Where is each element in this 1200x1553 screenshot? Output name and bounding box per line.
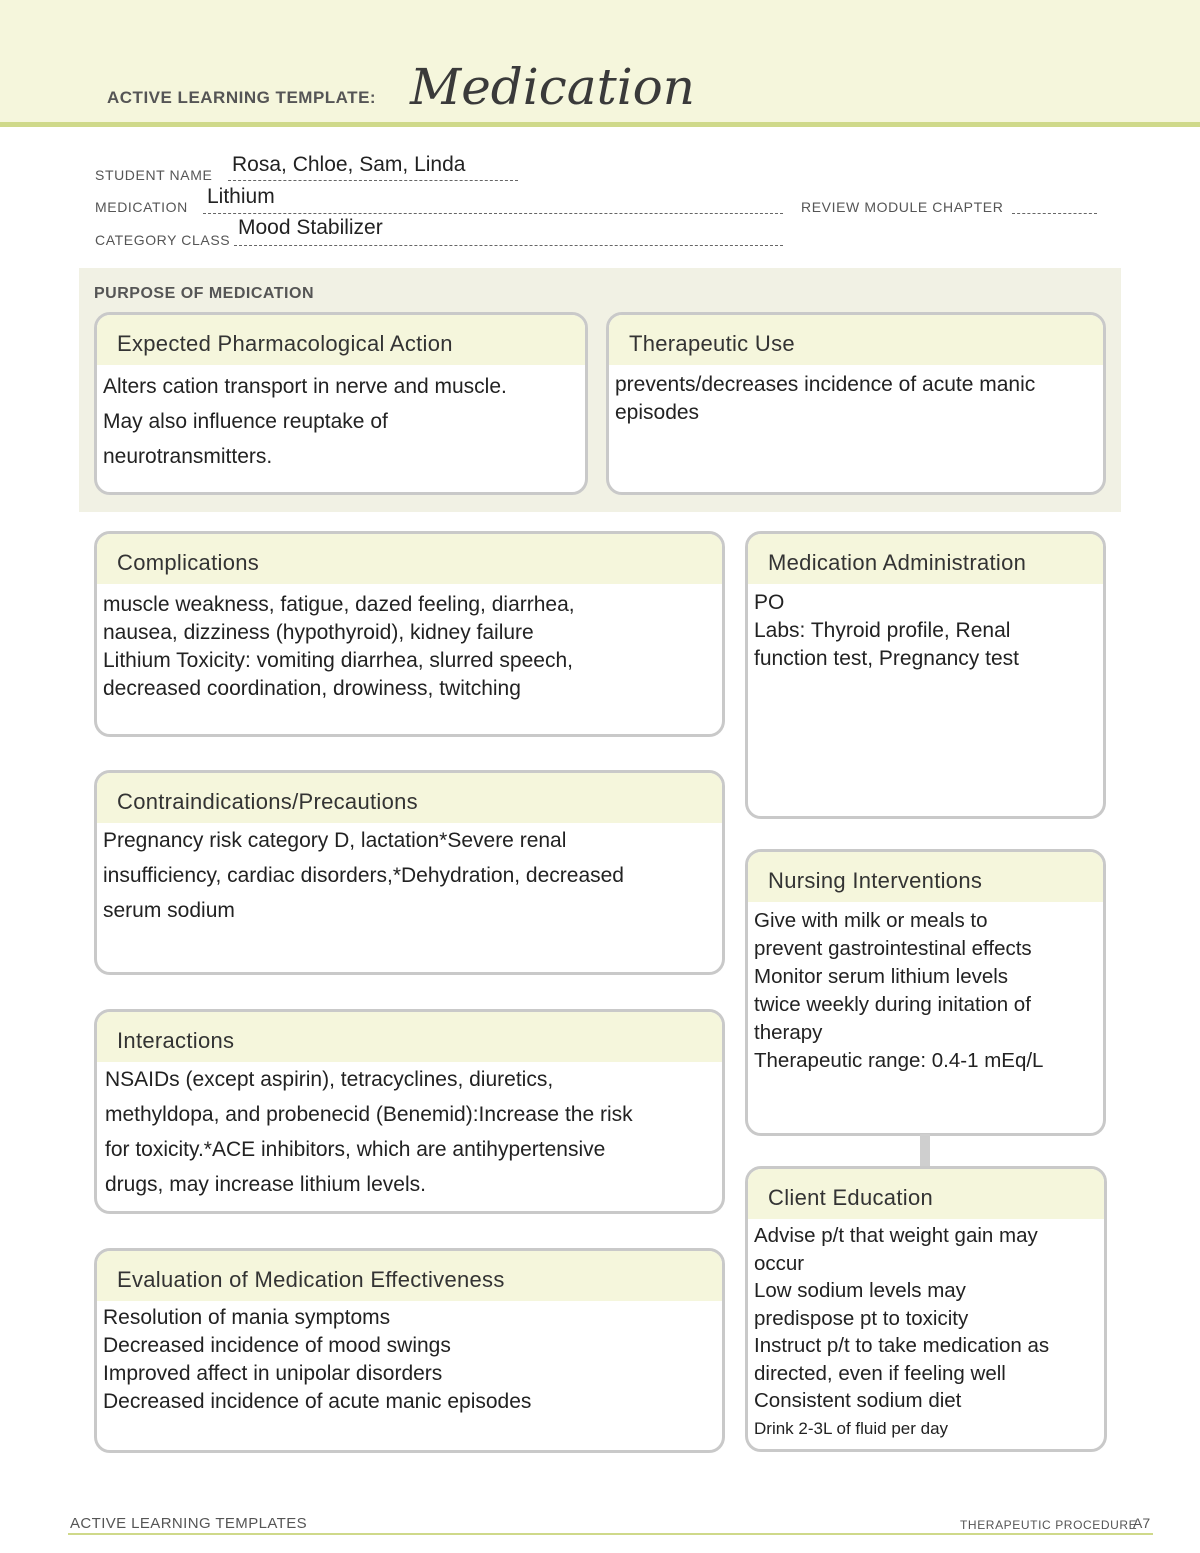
text-line: insufficiency, cardiac disorders,*Dehydration, decreased bbox=[103, 864, 624, 887]
footer-left: ACTIVE LEARNING TEMPLATES bbox=[70, 1515, 307, 1532]
complications-text[interactable] bbox=[97, 584, 722, 703]
administration-card bbox=[745, 531, 1106, 819]
text-line: function test, Pregnancy test bbox=[754, 647, 1019, 670]
text-line: prevents/decreases incidence of acute manic bbox=[615, 373, 1036, 396]
nursing-interventions-card bbox=[745, 849, 1106, 1136]
text-line: neurotransmitters. bbox=[103, 445, 273, 468]
expected-action-heading: Expected Pharmacological Action bbox=[97, 315, 585, 365]
evaluation-text[interactable] bbox=[97, 1301, 722, 1416]
nursing-interventions-text[interactable] bbox=[748, 902, 1103, 1075]
text-line: decreased coordination, drowiness, twitching bbox=[103, 677, 521, 700]
text-line: Decreased incidence of mood swings bbox=[103, 1334, 451, 1357]
text-line: directed, even if feeling well bbox=[754, 1361, 1006, 1385]
text-line: Monitor serum lithium levels bbox=[754, 965, 1009, 988]
text-line: predispose pt to toxicity bbox=[754, 1306, 969, 1330]
page-number: A7 bbox=[1133, 1515, 1151, 1531]
nursing-interventions-heading: Nursing Interventions bbox=[748, 852, 1103, 902]
interactions-text[interactable] bbox=[97, 1062, 722, 1202]
text-line: May also influence reuptake of bbox=[103, 410, 388, 433]
text-line: Consistent sodium diet bbox=[754, 1389, 962, 1412]
text-line: nausea, dizziness (hypothyroid), kidney failure bbox=[103, 621, 534, 644]
text-line: twice weekly during initation of bbox=[754, 993, 1031, 1016]
text-line: therapy bbox=[754, 1021, 823, 1044]
text-line: episodes bbox=[615, 401, 700, 424]
text-line: prevent gastrointestinal effects bbox=[754, 937, 1032, 960]
interactions-card bbox=[94, 1009, 725, 1214]
medication-label: MEDICATION bbox=[95, 199, 188, 215]
review-module-line[interactable] bbox=[1012, 213, 1097, 214]
purpose-title: PURPOSE OF MEDICATION bbox=[94, 285, 314, 302]
client-education-heading: Client Education bbox=[748, 1169, 1104, 1219]
text-line: for toxicity.*ACE inhibitors, which are antihypertensive bbox=[105, 1138, 606, 1161]
medication-line bbox=[203, 213, 783, 214]
evaluation-heading: Evaluation of Medication Effectiveness bbox=[97, 1251, 722, 1301]
therapeutic-use-text[interactable] bbox=[609, 365, 1103, 427]
text-line: Improved affect in unipolar disorders bbox=[103, 1362, 443, 1385]
text-line: Labs: Thyroid profile, Renal bbox=[754, 619, 1011, 642]
template-label: ACTIVE LEARNING TEMPLATE: bbox=[107, 88, 377, 107]
complications-heading: Complications bbox=[97, 534, 722, 584]
category-class-value[interactable]: Mood Stabilizer bbox=[238, 216, 383, 239]
text-line: drugs, may increase lithium levels. bbox=[105, 1173, 426, 1196]
therapeutic-use-heading: Therapeutic Use bbox=[609, 315, 1103, 365]
text-line: Give with milk or meals to bbox=[754, 909, 988, 932]
text-line: Resolution of mania symptoms bbox=[103, 1306, 391, 1329]
text-line: Low sodium levels may bbox=[754, 1279, 966, 1302]
text-line: PO bbox=[754, 591, 785, 614]
client-education-text[interactable] bbox=[748, 1219, 1104, 1442]
text-line: serum sodium bbox=[103, 899, 235, 922]
text-line: Therapeutic range: 0.4-1 mEq/L bbox=[754, 1049, 1044, 1072]
administration-text[interactable] bbox=[748, 584, 1103, 673]
footer-rule bbox=[68, 1533, 1153, 1535]
category-class-line bbox=[234, 245, 783, 246]
text-line: muscle weakness, fatigue, dazed feeling, diarrhea, bbox=[103, 593, 575, 616]
contraindications-text[interactable] bbox=[97, 823, 722, 928]
text-line: Advise p/t that weight gain may bbox=[754, 1224, 1038, 1247]
interactions-heading: Interactions bbox=[97, 1012, 722, 1062]
student-name-label: STUDENT NAME bbox=[95, 167, 213, 183]
text-line: Drink 2-3L of fluid per day bbox=[754, 1418, 949, 1438]
header-rule bbox=[0, 122, 1200, 127]
text-line: methyldopa, and probenecid (Benemid):Increase the risk bbox=[105, 1103, 633, 1126]
administration-heading: Medication Administration bbox=[748, 534, 1103, 584]
expected-action-card bbox=[94, 312, 588, 495]
card-connector bbox=[920, 1134, 930, 1168]
text-line: Lithium Toxicity: vomiting diarrhea, slurred speech, bbox=[103, 649, 573, 672]
text-line: Alters cation transport in nerve and muscle. bbox=[103, 375, 507, 398]
contraindications-heading: Contraindications/Precautions bbox=[97, 773, 722, 823]
text-line: Instruct p/t to take medication as bbox=[754, 1334, 1050, 1357]
medication-value[interactable]: Lithium bbox=[207, 185, 275, 208]
student-name-line bbox=[228, 180, 518, 181]
client-education-card bbox=[745, 1166, 1107, 1452]
footer-right: THERAPEUTIC PROCEDURE bbox=[960, 1518, 1138, 1532]
student-name-value[interactable]: Rosa, Chloe, Sam, Linda bbox=[232, 153, 466, 176]
text-line: Decreased incidence of acute manic episodes bbox=[103, 1390, 532, 1413]
contraindications-card bbox=[94, 770, 725, 975]
text-line: Pregnancy risk category D, lactation*Severe renal bbox=[103, 829, 567, 852]
review-module-label: REVIEW MODULE CHAPTER bbox=[801, 199, 1004, 215]
page-title: Medication bbox=[410, 58, 695, 116]
category-class-label: CATEGORY CLASS bbox=[95, 232, 231, 248]
complications-card bbox=[94, 531, 725, 737]
expected-action-text[interactable] bbox=[97, 365, 585, 474]
text-line: occur bbox=[754, 1251, 805, 1275]
text-line: NSAIDs (except aspirin), tetracyclines, diuretics, bbox=[105, 1068, 554, 1091]
evaluation-card bbox=[94, 1248, 725, 1453]
therapeutic-use-card bbox=[606, 312, 1106, 495]
